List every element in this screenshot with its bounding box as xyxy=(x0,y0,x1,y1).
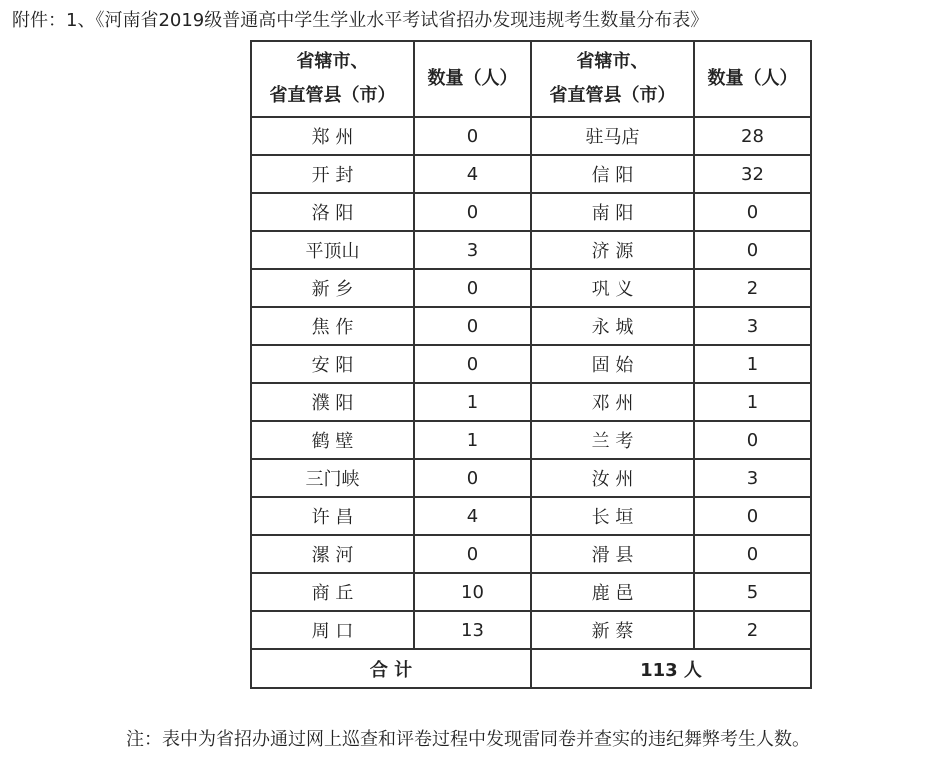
table-row xyxy=(251,535,811,573)
table-row xyxy=(251,231,811,269)
region-right-cell: 兰 考 xyxy=(531,421,694,459)
region-right-cell: 新 蔡 xyxy=(531,611,694,649)
region-left-cell: 三门峡 xyxy=(251,459,414,497)
region-right-cell: 济 源 xyxy=(531,231,694,269)
count-left-cell: 1 xyxy=(414,421,531,459)
count-left-cell: 13 xyxy=(414,611,531,649)
count-right-cell: 3 xyxy=(694,459,811,497)
count-right-cell: 1 xyxy=(694,383,811,421)
count-left-cell: 0 xyxy=(414,193,531,231)
region-left-cell: 郑 州 xyxy=(251,117,414,155)
header-count-right: 数量（人） xyxy=(694,41,811,117)
region-right-cell: 滑 县 xyxy=(531,535,694,573)
region-right-cell: 信 阳 xyxy=(531,155,694,193)
header-region-right: 省辖市、 省直管县（市） xyxy=(531,41,694,117)
region-right-cell: 南 阳 xyxy=(531,193,694,231)
region-right-cell: 固 始 xyxy=(531,345,694,383)
header-count-left: 数量（人） xyxy=(414,41,531,117)
count-left-cell: 0 xyxy=(414,535,531,573)
count-left-cell: 0 xyxy=(414,117,531,155)
count-left-cell: 0 xyxy=(414,269,531,307)
table-footnote: 注：表中为省招办通过网上巡查和评卷过程中发现雷同卷并查实的违纪舞弊考生人数。 xyxy=(126,729,810,750)
violation-distribution-table xyxy=(250,40,812,689)
region-right-cell: 巩 义 xyxy=(531,269,694,307)
region-left-cell: 濮 阳 xyxy=(251,383,414,421)
count-right-cell: 0 xyxy=(694,231,811,269)
region-left-cell: 新 乡 xyxy=(251,269,414,307)
count-left-cell: 0 xyxy=(414,307,531,345)
count-right-cell: 3 xyxy=(694,307,811,345)
count-right-cell: 32 xyxy=(694,155,811,193)
count-left-cell: 4 xyxy=(414,155,531,193)
region-right-cell: 邓 州 xyxy=(531,383,694,421)
count-left-cell: 3 xyxy=(414,231,531,269)
table-header-row xyxy=(251,41,811,117)
table-row xyxy=(251,307,811,345)
region-right-cell: 汝 州 xyxy=(531,459,694,497)
table-row xyxy=(251,193,811,231)
table-row xyxy=(251,269,811,307)
total-value: 113 人 xyxy=(531,649,811,688)
table-row xyxy=(251,459,811,497)
region-right-cell: 驻马店 xyxy=(531,117,694,155)
table-row xyxy=(251,611,811,649)
table-row xyxy=(251,497,811,535)
region-left-cell: 开 封 xyxy=(251,155,414,193)
count-right-cell: 0 xyxy=(694,535,811,573)
region-left-cell: 焦 作 xyxy=(251,307,414,345)
count-right-cell: 5 xyxy=(694,573,811,611)
count-left-cell: 0 xyxy=(414,345,531,383)
region-right-cell: 永 城 xyxy=(531,307,694,345)
table-row xyxy=(251,383,811,421)
table-row xyxy=(251,345,811,383)
region-right-cell: 长 垣 xyxy=(531,497,694,535)
document-caption: 附件：1、《河南省2019级普通高中学生学业水平考试省招办发现违规考生数量分布表》 xyxy=(12,10,709,31)
count-left-cell: 0 xyxy=(414,459,531,497)
table-row xyxy=(251,573,811,611)
region-right-cell: 鹿 邑 xyxy=(531,573,694,611)
region-left-cell: 周 口 xyxy=(251,611,414,649)
count-left-cell: 4 xyxy=(414,497,531,535)
table-row xyxy=(251,421,811,459)
region-left-cell: 商 丘 xyxy=(251,573,414,611)
count-right-cell: 0 xyxy=(694,497,811,535)
count-right-cell: 2 xyxy=(694,269,811,307)
table-body xyxy=(251,117,811,649)
count-right-cell: 2 xyxy=(694,611,811,649)
total-label: 合 计 xyxy=(251,649,531,688)
count-right-cell: 0 xyxy=(694,421,811,459)
region-left-cell: 鹤 壁 xyxy=(251,421,414,459)
table-total-row xyxy=(251,649,811,688)
region-left-cell: 洛 阳 xyxy=(251,193,414,231)
count-left-cell: 10 xyxy=(414,573,531,611)
table-row xyxy=(251,117,811,155)
table-row xyxy=(251,155,811,193)
region-left-cell: 安 阳 xyxy=(251,345,414,383)
count-right-cell: 0 xyxy=(694,193,811,231)
region-left-cell: 许 昌 xyxy=(251,497,414,535)
count-right-cell: 1 xyxy=(694,345,811,383)
count-right-cell: 28 xyxy=(694,117,811,155)
region-left-cell: 平顶山 xyxy=(251,231,414,269)
header-region-left: 省辖市、 省直管县（市） xyxy=(251,41,414,117)
count-left-cell: 1 xyxy=(414,383,531,421)
region-left-cell: 漯 河 xyxy=(251,535,414,573)
